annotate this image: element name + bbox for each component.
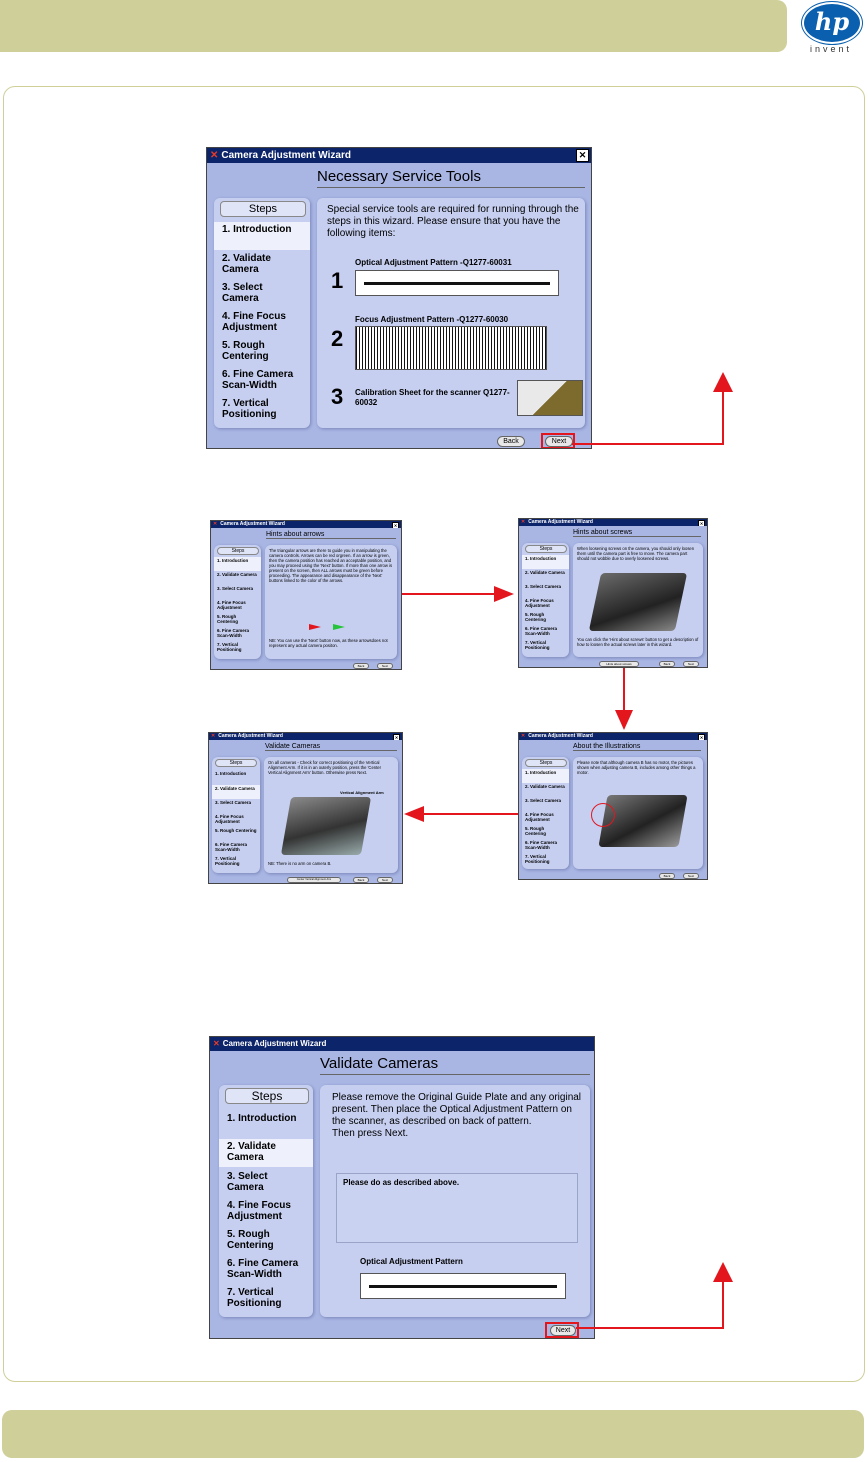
next-highlight [545, 1322, 579, 1338]
close-button[interactable]: ✕ [699, 521, 704, 526]
window-title: Camera Adjustment Wizard [221, 150, 351, 161]
steps-panel [214, 545, 261, 659]
hp-logo-mark: hp [802, 2, 862, 44]
page-title: Validate Cameras [320, 1055, 590, 1075]
step-select-camera[interactable]: 3. Select Camera [222, 282, 263, 304]
content-panel [573, 757, 703, 869]
step-fine-focus[interactable]: 4. Fine Focus Adjustment [222, 311, 286, 333]
step-select-camera[interactable]: 3. Select Camera [525, 798, 562, 803]
back-button[interactable]: Back [497, 436, 525, 447]
step-rough-centering[interactable]: 5. Rough Centering [217, 614, 239, 624]
wizard-window-validate-cameras [209, 1036, 595, 1339]
step-fine-focus[interactable]: 4. Fine Focus Adjustment [525, 598, 554, 608]
step-fine-camera-scan-width[interactable]: 6. Fine Camera Scan-Width [215, 842, 248, 852]
close-button[interactable]: ✕ [699, 735, 704, 740]
note-text: NB: There is no arm on camera B. [268, 861, 332, 866]
footer-bar [2, 1410, 864, 1458]
steps-panel [522, 757, 569, 869]
step-vertical-positioning[interactable]: 7. Vertical Positioning [227, 1287, 282, 1309]
step-rough-centering[interactable]: 5. Rough Centering [525, 612, 547, 622]
step-fine-focus[interactable]: 4. Fine Focus Adjustment [215, 814, 244, 824]
connector-line [572, 443, 724, 445]
step-validate-camera[interactable]: 2. Validate Camera [212, 785, 260, 799]
step-introduction[interactable]: 1. Introduction [214, 557, 261, 571]
steps-heading: Steps [225, 1088, 309, 1104]
flow-arrow-line [623, 668, 625, 712]
step-introduction[interactable]: 1. Introduction [214, 222, 310, 250]
optical-pattern-image [360, 1273, 566, 1299]
hint-note: NB: You can use the 'Next' button now, as these arrowsdoes not represent any actual camera positon. [269, 638, 388, 648]
status-text: Please do as described above. [343, 1178, 460, 1187]
app-x-icon: ✕ [213, 521, 218, 527]
steps-heading: Steps [525, 545, 567, 553]
window-titlebar [519, 519, 707, 526]
window-titlebar [519, 733, 707, 740]
step-introduction[interactable]: 1. Introduction [227, 1113, 297, 1124]
pattern-label: Optical Adjustment Pattern [360, 1257, 463, 1266]
step-validate-camera[interactable]: 2. Validate Camera [219, 1139, 313, 1167]
close-button[interactable]: ✕ [394, 735, 399, 740]
motor-highlight-circle [591, 803, 615, 827]
step-validate-camera[interactable]: 2. Validate Camera [222, 253, 271, 275]
window-titlebar [209, 733, 402, 740]
step-vertical-positioning[interactable]: 7. Vertical Positioning [525, 854, 550, 864]
next-button[interactable]: Next [545, 436, 573, 447]
connector-line [722, 1280, 724, 1329]
window-title: Camera Adjustment Wizard [218, 733, 283, 739]
optical-pattern-image [355, 270, 559, 296]
page-title: Validate Cameras [265, 743, 397, 751]
step-introduction[interactable]: 1. Introduction [215, 771, 247, 776]
item-label-1: Optical Adjustment Pattern -Q1277-60031 [355, 258, 512, 267]
next-button[interactable]: Next [683, 661, 699, 667]
close-button[interactable]: ✕ [576, 149, 589, 162]
app-x-icon: ✕ [210, 150, 219, 161]
app-x-icon: ✕ [213, 1039, 220, 1048]
step-fine-camera-scan-width[interactable]: 6. Fine Camera Scan-Width [217, 628, 250, 638]
right-arrowhead [494, 586, 514, 602]
steps-heading: Steps [220, 201, 306, 217]
page-title: About the Illustrations [573, 743, 701, 751]
step-vertical-positioning[interactable]: 7. Vertical Positioning [217, 642, 242, 652]
info-text: Please note that although camera B has no motor, the pictures shown when adjusting camera B, includes among other things a motor. [577, 760, 696, 775]
window-title: Camera Adjustment Wizard [528, 519, 593, 525]
step-introduction[interactable]: 1. Introduction [522, 769, 569, 783]
step-vertical-positioning[interactable]: 7. Vertical Positioning [222, 398, 277, 420]
step-select-camera[interactable]: 3. Select Camera [217, 586, 254, 591]
focus-pattern-image [355, 326, 547, 370]
app-x-icon: ✕ [521, 519, 526, 525]
steps-heading: Steps [217, 547, 259, 555]
window-titlebar [207, 148, 591, 163]
wizard-window-about-illustrations [518, 732, 708, 880]
content-panel [573, 543, 703, 657]
instruction-text: Please remove the Original Guide Plate and any original present. Then place the Optical Adjustment Pattern on the scanner, as described on back of pattern. Then press Next. [332, 1092, 582, 1139]
step-validate-camera[interactable]: 2. Validate Camera [525, 570, 565, 575]
step-fine-focus[interactable]: 4. Fine Focus Adjustment [217, 600, 246, 610]
left-arrowhead [404, 806, 424, 822]
step-fine-camera-scan-width[interactable]: 6. Fine Camera Scan-Width [222, 369, 294, 391]
header-bar [0, 0, 787, 52]
step-select-camera[interactable]: 3. Select Camera [525, 584, 562, 589]
item-number-1: 1 [331, 268, 344, 293]
flow-arrow-line [424, 813, 518, 815]
window-titlebar [211, 521, 401, 528]
steps-panel [212, 757, 260, 873]
calibration-sheet-image [517, 380, 583, 416]
step-fine-focus[interactable]: 4. Fine Focus Adjustment [525, 812, 554, 822]
arrow-examples [309, 623, 349, 631]
close-button[interactable]: ✕ [393, 523, 398, 528]
step-rough-centering[interactable]: 5. Rough Centering [215, 828, 257, 833]
back-button[interactable]: Back [659, 873, 675, 879]
hint-screws-button[interactable]: Hints about screws [599, 661, 639, 667]
step-fine-camera-scan-width[interactable]: 6. Fine Camera Scan-Width [525, 840, 558, 850]
content-panel [317, 198, 585, 428]
wizard-window-validate-cameras-small [208, 732, 403, 884]
back-button[interactable]: Back [353, 663, 369, 669]
connector-line [576, 1327, 724, 1329]
up-arrowhead [713, 372, 733, 392]
step-select-camera[interactable]: 3. Select Camera [215, 800, 252, 805]
step-vertical-positioning[interactable]: 7. Vertical Positioning [525, 640, 550, 650]
content-panel [320, 1085, 590, 1317]
up-arrowhead [713, 1262, 733, 1282]
intro-text: Special service tools are required for running through the steps in this wizard. Please ensure that you have the following items: [327, 204, 579, 239]
content-panel [265, 545, 397, 659]
app-x-icon: ✕ [521, 733, 526, 739]
step-introduction[interactable]: 1. Introduction [522, 555, 569, 569]
camera-illustration [589, 573, 687, 631]
step-rough-centering[interactable]: 5. Rough Centering [227, 1229, 274, 1251]
page-title: Hints about screws [573, 529, 701, 537]
steps-panel [522, 543, 569, 657]
steps-panel [214, 198, 310, 428]
step-validate-camera[interactable]: 2. Validate Camera [217, 572, 257, 577]
page-title: Hints about arrows [266, 531, 396, 539]
hp-logo-tagline: invent [809, 44, 853, 54]
step-fine-focus[interactable]: 4. Fine Focus Adjustment [227, 1200, 291, 1222]
hint-note: You can click the 'Hint about screws' button to get a description of how to loosen the actual screws later in this wizard. [577, 637, 699, 647]
hint-text: When loosening screws on the camera, you should only loosen them until the camera part is free to move. The camera part should not wobble due to overly loosened screws. [577, 546, 695, 561]
window-titlebar [210, 1037, 594, 1051]
item-number-2: 2 [331, 326, 344, 351]
instruction-text: On all cameras - Check for correct positioning of the Vertical Alignment Arm. If it is in an outerly position, press the 'Center Vertical Alignment Arm' button. Otherwise press Next. [268, 760, 381, 775]
connector-line [722, 390, 724, 445]
step-validate-camera[interactable]: 2. Validate Camera [525, 784, 565, 789]
next-button[interactable]: Next [377, 877, 393, 883]
content-panel [264, 757, 398, 873]
app-x-icon: ✕ [211, 733, 216, 739]
hint-text: The triangular arrows are there to guide you in manipulating the camera controls. Arrows can be red orgreen. If an arrow is green, then the camera position has reached an acceptable position, and you may proceed using the 'Next' button. If more than one arrow is present on the screen, then ALL arrows must be green before proceeding. The appearance and disappearance of the 'Next' buttons linked to the color of the arrows. [269, 548, 393, 583]
step-fine-camera-scan-width[interactable]: 6. Fine Camera Scan-Width [525, 626, 558, 636]
steps-heading: Steps [215, 759, 257, 767]
wizard-window-hints-screws [518, 518, 708, 668]
item-label-3: Calibration Sheet for the scanner Q1277-60032 [355, 388, 510, 407]
back-button[interactable]: Back [659, 661, 675, 667]
step-rough-centering[interactable]: 5. Rough Centering [222, 340, 269, 362]
item-number-3: 3 [331, 384, 344, 409]
center-vertical-alignment-arm-button[interactable]: Center Vertical Alignment Arm [287, 877, 341, 883]
down-arrowhead [615, 710, 633, 730]
hp-logo [800, 0, 862, 56]
window-title: Camera Adjustment Wizard [220, 521, 285, 527]
step-select-camera[interactable]: 3. Select Camera [227, 1171, 268, 1193]
back-button[interactable]: Back [353, 877, 369, 883]
window-title: Camera Adjustment Wizard [222, 1039, 327, 1048]
flow-arrow-line [402, 593, 496, 595]
item-label-2: Focus Adjustment Pattern -Q1277-60030 [355, 315, 509, 324]
status-box [336, 1173, 578, 1243]
page-title: Necessary Service Tools [317, 168, 585, 188]
next-highlight [541, 433, 575, 449]
steps-panel [219, 1085, 313, 1317]
step-rough-centering[interactable]: 5. Rough Centering [525, 826, 547, 836]
callout-label: Vertical Alignment Arm [340, 790, 384, 795]
step-vertical-positioning[interactable]: 7. Vertical Positioning [215, 856, 240, 866]
steps-heading: Steps [525, 759, 567, 767]
next-button[interactable]: Next [550, 1325, 576, 1336]
next-button[interactable]: Next [683, 873, 699, 879]
step-fine-camera-scan-width[interactable]: 6. Fine Camera Scan-Width [227, 1258, 299, 1280]
wizard-window-service-tools [206, 147, 592, 449]
camera-illustration [281, 797, 371, 855]
window-title: Camera Adjustment Wizard [528, 733, 593, 739]
next-button[interactable]: Next [377, 663, 393, 669]
wizard-window-hints-arrows [210, 520, 402, 670]
